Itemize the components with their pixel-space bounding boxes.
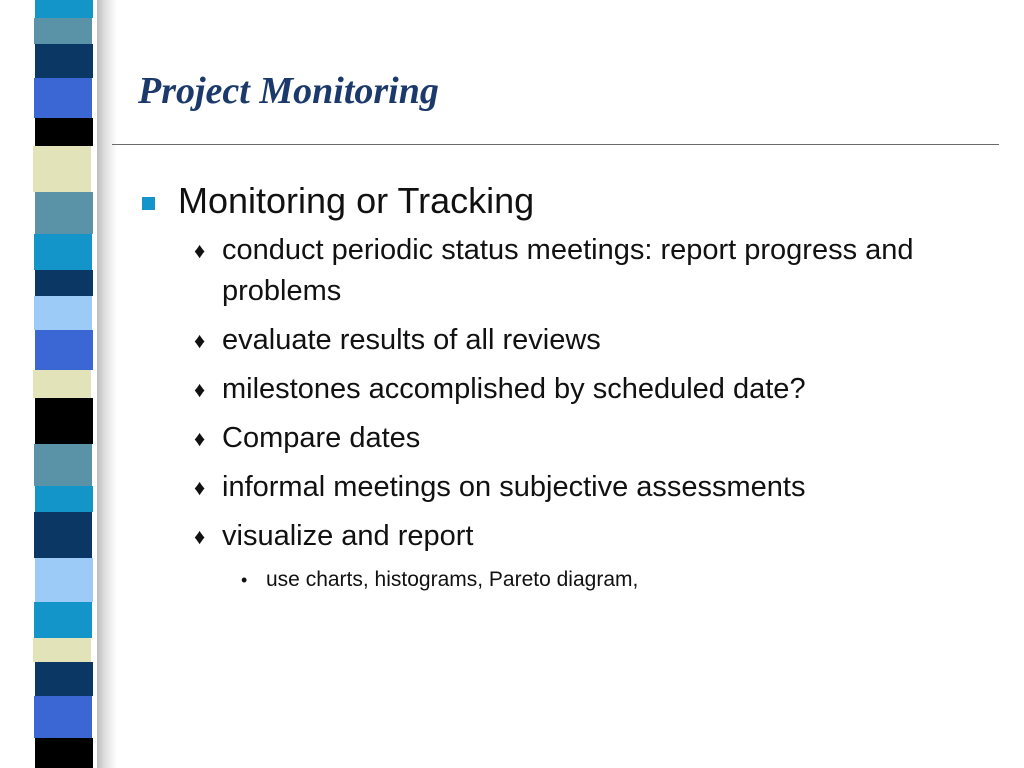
- subbullet-text: conduct periodic status meetings: report progress and problems: [222, 234, 914, 307]
- strip-block: [34, 696, 92, 738]
- strip-block: [35, 192, 93, 234]
- strip-block: [33, 146, 91, 192]
- subbullet-text: visualize and report: [222, 520, 474, 552]
- subbullet-milestones: [138, 369, 998, 410]
- strip-block: [35, 738, 93, 768]
- strip-block: [35, 0, 93, 18]
- strip-block: [34, 602, 92, 638]
- strip-block: [35, 398, 93, 444]
- subbullet-text: evaluate results of all reviews: [222, 324, 601, 356]
- strip-block: [34, 18, 92, 44]
- subbullet-evaluate-reviews: [138, 320, 998, 361]
- strip-block: [34, 234, 92, 270]
- square-bullet-icon: [142, 197, 155, 210]
- strip-block: [34, 444, 92, 486]
- subbullet-text: informal meetings on subjective assessments: [222, 471, 806, 503]
- diamond-bullet-icon: ♦: [194, 426, 206, 451]
- subsubbullet-use-charts: [138, 565, 998, 595]
- diamond-bullet-icon: ♦: [194, 328, 206, 353]
- subbullet-text: Compare dates: [222, 422, 421, 454]
- strip-block: [34, 296, 92, 330]
- diamond-bullet-icon: ♦: [194, 377, 206, 402]
- diamond-bullet-icon: ♦: [194, 238, 206, 263]
- dot-bullet-icon: •: [241, 570, 248, 590]
- strip-block: [35, 558, 93, 602]
- slide-title: Project Monitoring: [138, 70, 439, 112]
- strip-block: [34, 78, 92, 118]
- strip-block: [33, 370, 91, 398]
- slide-body: [138, 178, 998, 595]
- strip-block: [35, 270, 93, 296]
- strip-block: [35, 330, 93, 370]
- strip-block: [35, 44, 93, 78]
- subbullet-text: milestones accomplished by scheduled date?: [222, 373, 806, 405]
- subbullet-informal-meetings: [138, 467, 998, 508]
- subsubbullet-text: use charts, histograms, Pareto diagram,: [266, 568, 639, 591]
- title-divider: [112, 144, 999, 145]
- subbullet-status-meetings: [138, 230, 998, 312]
- decorative-strip-shadow: [97, 0, 117, 768]
- strip-block: [34, 512, 92, 558]
- bullet-text: Monitoring or Tracking: [178, 180, 535, 221]
- bullet-monitoring-or-tracking: [138, 178, 998, 224]
- strip-block: [35, 118, 93, 146]
- strip-block: [33, 638, 91, 662]
- strip-block: [35, 662, 93, 696]
- subbullet-visualize-report: [138, 516, 998, 557]
- strip-block: [35, 486, 93, 512]
- subbullet-compare-dates: [138, 418, 998, 459]
- diamond-bullet-icon: ♦: [194, 475, 206, 500]
- diamond-bullet-icon: ♦: [194, 524, 206, 549]
